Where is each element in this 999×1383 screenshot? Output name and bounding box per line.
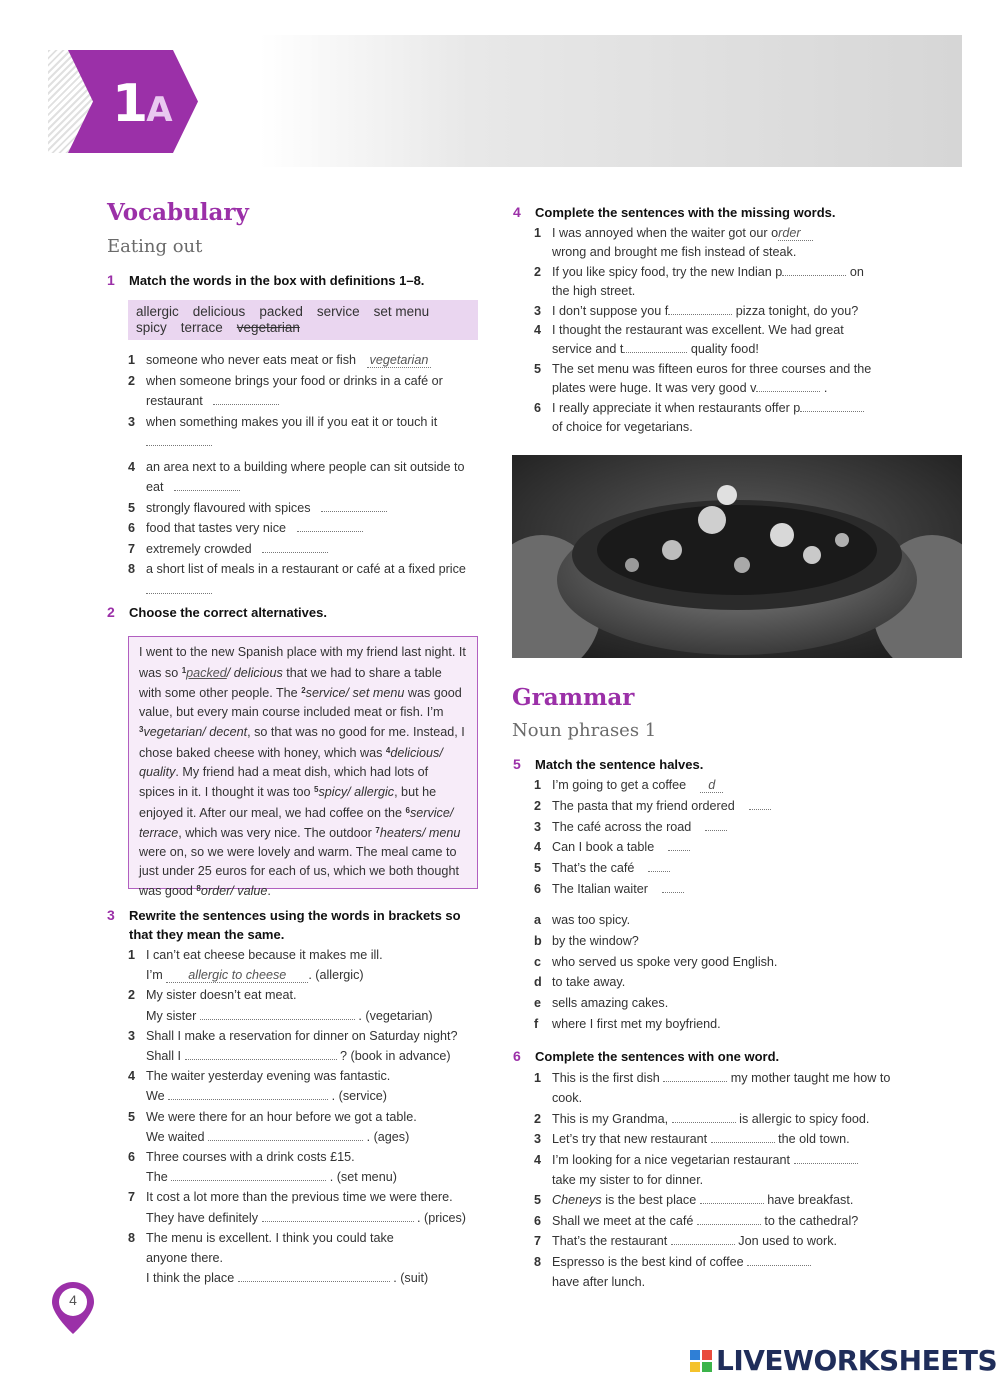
list-item: 5 The set menu was fifteen euros for three courses and the plates were huge. It was very good v . (534, 361, 872, 396)
answer-field[interactable] (262, 1209, 414, 1222)
vocabulary-title: Vocabulary (107, 199, 249, 226)
answer-field[interactable] (208, 1128, 363, 1141)
list-item: 4 The waiter yesterday evening was fantastic. We . (service) (128, 1069, 391, 1104)
answer-field[interactable] (668, 302, 732, 315)
answer-field[interactable] (794, 1151, 858, 1164)
list-item: 1 This is the first dish my mother taught me how to cook. (534, 1071, 891, 1106)
list-item: 4 I’m looking for a nice vegetarian restaurant take my sister to for dinner. (534, 1150, 894, 1191)
option[interactable]: order/ value (200, 884, 268, 899)
list-item: a was too spicy. (534, 913, 631, 927)
list-item: 7 It cost a lot more than the previous time we were there. They have definitely . (prices) (128, 1190, 466, 1225)
option[interactable]: service/ set menu (305, 686, 405, 701)
list-item: f where I first met my boyfriend. (534, 1016, 721, 1031)
page-pin-icon (50, 1280, 96, 1336)
answer-field[interactable] (800, 399, 864, 412)
answer-field[interactable] (756, 379, 820, 392)
list-item: 8 a short list of meals in a restaurant or café at a fixed price (128, 559, 478, 600)
list-item: 1 I was annoyed when the waiter got our order wrong and brought me fish instead of steak. (534, 224, 884, 263)
grammar-subtitle: Noun phrases 1 (512, 720, 657, 741)
option[interactable]: spicy/ allergic (318, 785, 395, 800)
list-item: 1 I’m going to get a coffee d (534, 775, 894, 796)
ex4-instruction: 4 Complete the sentences with the missing words. (513, 204, 836, 220)
answer-field[interactable]: rder (778, 226, 812, 241)
list-item: 5 That’s the café (534, 858, 894, 879)
word-used: vegetarian (236, 319, 300, 335)
answer-field[interactable] (321, 499, 387, 512)
list-item: 2 If you like spicy food, try the new Indian p on the high street. (534, 264, 864, 299)
list-item: 2 The pasta that my friend ordered (534, 796, 894, 817)
list-item: 7 extremely crowded (128, 539, 478, 560)
answer-field[interactable] (668, 838, 690, 851)
list-item: 6 The Italian waiter (534, 879, 894, 900)
list-item: 2 when someone brings your food or drinks in a café or restaurant (128, 373, 443, 408)
answer-field[interactable]: d (700, 778, 723, 793)
answer-field[interactable] (297, 519, 363, 532)
grammar-title: Grammar (512, 684, 635, 711)
answer-field[interactable] (705, 818, 727, 831)
list-item: 6 Shall we meet at the café to the cathedral? (534, 1213, 859, 1228)
list-item: 3 when something makes you ill if you eat it or touch it (128, 412, 478, 453)
list-item: b by the window? (534, 933, 639, 948)
option[interactable]: service/ terrace (139, 805, 454, 841)
option[interactable]: vegetarian/ decent (143, 725, 248, 740)
word: service (316, 304, 360, 319)
ex6-instruction: 6 Complete the sentences with one word. (513, 1048, 780, 1064)
answer-field[interactable] (174, 478, 240, 491)
ex4-list (534, 224, 884, 437)
answer-field[interactable] (238, 1269, 390, 1282)
answer-field[interactable]: vegetarian (367, 353, 432, 368)
option-selected[interactable]: packed (186, 665, 227, 680)
list-item: c who served us spoke very good English. (534, 954, 778, 969)
answer-field[interactable] (671, 1232, 735, 1245)
answer-field[interactable] (146, 581, 212, 594)
list-item: 8 Espresso is the best kind of coffee have after lunch. (534, 1252, 894, 1293)
ex5-items (534, 775, 894, 900)
answer-field[interactable] (672, 1110, 736, 1123)
word: spicy (136, 319, 167, 335)
answer-field[interactable] (262, 540, 328, 553)
ex3-list (128, 945, 488, 1288)
answer-field[interactable]: allergic to cheese (166, 968, 308, 983)
list-item: 1 I can’t eat cheese because it makes me ill. I’m allergic to cheese . (allergic) (128, 948, 383, 983)
answer-field[interactable] (213, 392, 279, 405)
list-item: 3 Let’s try that new restaurant the old town. (534, 1132, 850, 1147)
list-item: 2 My sister doesn’t eat meat. My sister . (vegetarian) (128, 988, 433, 1023)
list-item: 8 The menu is excellent. I think you could take anyone there. I think the place . (suit) (128, 1230, 429, 1286)
word: allergic (136, 304, 179, 319)
ex1-instruction: 1 Match the words in the box with definitions 1–8. (107, 272, 425, 288)
option[interactable]: delicious/ quality (139, 745, 443, 779)
ex2-text: I went to the new Spanish place with my friend last night. It was so $^1$packed/ delicious that we had to share a table with some other people. The $^2$service/ set menu was good value, but every main course included meat or fish. I’m $^3$vegetarian/ decent, so that was no good for me. Instead, I chose baked cheese with honey, which was $^4$delicious/ quality. My friend had a meat dish, which had lots of spices in it. I thought it was too $^5$spicy/ allergic, but he enjoyed it. After our meal, we had coffee on the $^6$service/ terrace, which was very nice. The outdoor $^7$heaters/ menu were on, so we were lovely and warm. The meal came to just under 25 euros for each of us, which we both thought was good $^8$order/ value. (128, 636, 478, 889)
word-box (128, 300, 478, 340)
header-banner (260, 35, 962, 167)
list-item: 5 We were there for an hour before we got a table. We waited . (ages) (128, 1109, 417, 1144)
list-item: 6 Three courses with a drink costs £15. The . (set menu) (128, 1150, 397, 1185)
liveworksheets-icon (690, 1346, 712, 1368)
answer-field[interactable] (663, 1069, 727, 1082)
ex2-instruction: 2 Choose the correct alternatives. (107, 604, 327, 620)
ex3-instruction: 3 Rewrite the sentences using the words in brackets so that they mean the same. (107, 907, 461, 942)
vocabulary-subtitle: Eating out (107, 236, 203, 257)
answer-field[interactable] (711, 1130, 775, 1143)
list-item: 4 I thought the restaurant was excellent. We had great service and t quality food! (534, 323, 844, 357)
list-item: 5 strongly flavoured with spices (128, 498, 478, 519)
word: packed (259, 304, 303, 319)
answer-field[interactable] (662, 880, 684, 893)
answer-field[interactable] (168, 1087, 328, 1100)
list-item: 6 food that tastes very nice (128, 518, 478, 539)
list-item: 6 I really appreciate it when restaurants offer p of choice for vegetarians. (534, 399, 884, 438)
answer-field[interactable] (200, 1007, 355, 1020)
answer-field[interactable] (700, 1191, 764, 1204)
unit-label: 1A (112, 74, 171, 134)
list-item: 4 Can I book a table (534, 837, 894, 858)
list-item: 3 Shall I make a reservation for dinner on Saturday night? Shall I ? (book in advance) (128, 1028, 458, 1064)
brand-logo: LIVEWORKSHEETS (690, 1344, 997, 1377)
word: delicious (192, 304, 246, 319)
ex6-list (534, 1068, 894, 1292)
answer-field[interactable] (749, 797, 771, 810)
list-item: d to take away. (534, 975, 626, 990)
answer-field[interactable] (747, 1253, 811, 1266)
option[interactable]: / delicious (226, 665, 283, 680)
word: terrace (180, 319, 223, 335)
answer-field[interactable] (146, 433, 212, 446)
ex5-instruction: 5 Match the sentence halves. (513, 756, 704, 772)
list-item: 1 someone who never eats meat or fish vegetarian (128, 350, 478, 371)
ex5-halves (534, 910, 894, 1035)
food-bowl-photo (512, 455, 962, 658)
option[interactable]: heaters/ menu (379, 826, 461, 841)
list-item: 3 I don’t suppose you f pizza tonight, do you? (534, 303, 859, 318)
answer-field[interactable] (171, 1168, 326, 1181)
list-item: e sells amazing cakes. (534, 996, 669, 1011)
list-item: 7 That’s the restaurant Jon used to work. (534, 1234, 837, 1249)
list-item: 4 an area next to a building where people can sit outside to eat (128, 459, 465, 494)
list-item: 3 The café across the road (534, 817, 894, 838)
answer-field[interactable] (697, 1212, 761, 1225)
answer-field[interactable] (185, 1047, 337, 1060)
list-item: 2 This is my Grandma, is allergic to spicy food. (534, 1111, 870, 1126)
list-item: 5 Cheneys is the best place have breakfast. (534, 1193, 854, 1208)
ex1-list (128, 350, 478, 600)
answer-field[interactable] (782, 263, 846, 276)
answer-field[interactable] (623, 340, 687, 353)
page-number: 4 (69, 1292, 77, 1308)
answer-field[interactable] (648, 859, 670, 872)
word: set menu (373, 304, 430, 319)
